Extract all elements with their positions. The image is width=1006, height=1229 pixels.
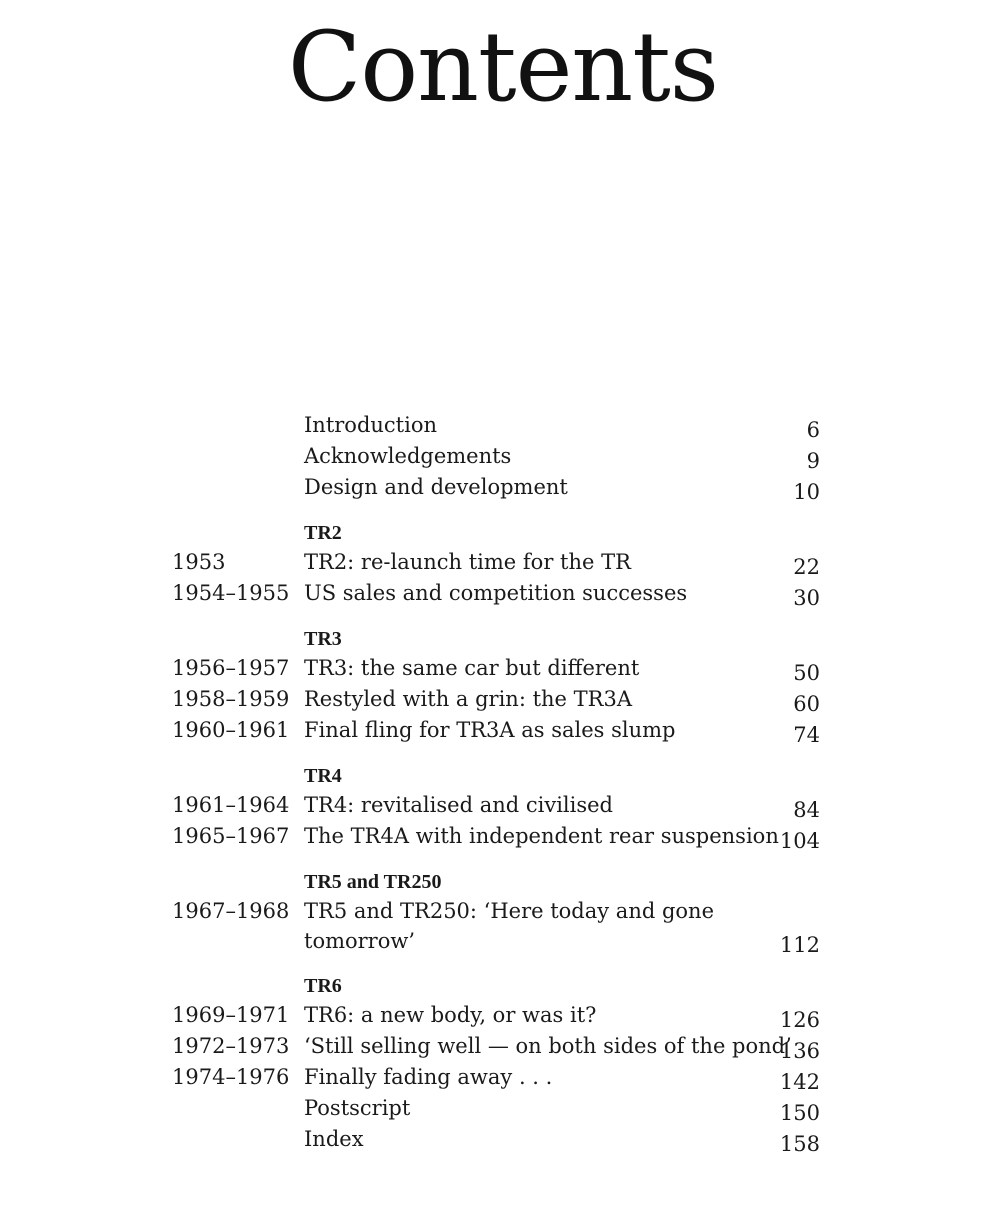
toc-entry-title: Acknowledgements xyxy=(304,444,512,468)
toc-entry-title: TR5 and TR250: ‘Here today and gone tomorrow’ xyxy=(304,899,715,953)
toc-entry-title: TR4: revitalised and civilised xyxy=(304,793,613,817)
toc-entry-page-number: 112 xyxy=(779,933,820,957)
toc-entry-page-number: 84 xyxy=(793,798,820,822)
toc-entry-years: 1961–1964 xyxy=(172,793,290,817)
toc-entry xyxy=(0,410,1006,441)
toc-entry-page-number: 150 xyxy=(779,1101,820,1125)
toc-entry-years: 1956–1957 xyxy=(172,656,290,680)
section-heading-label: TR6 xyxy=(304,975,342,997)
toc-entry-title: US sales and competition successes xyxy=(304,581,688,605)
toc-entry-page-number: 50 xyxy=(793,661,820,685)
toc-entry-page-number: 158 xyxy=(779,1132,820,1156)
section-heading xyxy=(0,756,1006,790)
toc-entry xyxy=(0,896,1006,956)
toc-entry-title: ‘Still selling well — on both sides of the pond’ xyxy=(304,1034,792,1058)
section-heading-label: TR5 and TR250 xyxy=(304,871,442,893)
section-heading xyxy=(0,862,1006,896)
toc-entry-page-number: 22 xyxy=(793,555,820,579)
section-heading xyxy=(0,619,1006,653)
toc-entry xyxy=(0,472,1006,503)
section-heading xyxy=(0,513,1006,547)
toc-entry-page-number: 6 xyxy=(806,418,820,442)
toc-entry xyxy=(0,1031,1006,1062)
table-of-contents xyxy=(0,410,1006,1155)
toc-entry-years: 1954–1955 xyxy=(172,581,290,605)
toc-entry xyxy=(0,1124,1006,1155)
toc-entry-years: 1953 xyxy=(172,550,226,574)
toc-entry-title: Postscript xyxy=(304,1096,411,1120)
toc-entry xyxy=(0,1062,1006,1093)
toc-entry-years: 1958–1959 xyxy=(172,687,290,711)
toc-entry-title: Design and development xyxy=(304,475,568,499)
toc-entry xyxy=(0,790,1006,821)
toc-entry xyxy=(0,547,1006,578)
toc-entry-years: 1965–1967 xyxy=(172,824,290,848)
toc-entry-page-number: 142 xyxy=(779,1070,820,1094)
toc-entry-years: 1969–1971 xyxy=(172,1003,290,1027)
toc-entry-page-number: 74 xyxy=(793,723,820,747)
toc-entry xyxy=(0,653,1006,684)
toc-entry xyxy=(0,578,1006,609)
toc-entry-title: The TR4A with independent rear suspension xyxy=(304,824,779,848)
toc-entry-page-number: 136 xyxy=(779,1039,820,1063)
toc-entry-title: TR2: re-launch time for the TR xyxy=(304,550,631,574)
toc-entry-page-number: 104 xyxy=(779,829,820,853)
section-heading-label: TR4 xyxy=(304,765,342,787)
toc-entry-page-number: 10 xyxy=(793,480,820,504)
toc-entry-title: TR6: a new body, or was it? xyxy=(304,1003,597,1027)
toc-entry xyxy=(0,715,1006,746)
toc-entry-years: 1974–1976 xyxy=(172,1065,290,1089)
toc-entry-title: Final fling for TR3A as sales slump xyxy=(304,718,676,742)
section-heading xyxy=(0,966,1006,1000)
toc-entry-page-number: 126 xyxy=(779,1008,820,1032)
toc-entry-page-number: 30 xyxy=(793,586,820,610)
toc-entry-title: Finally fading away . . . xyxy=(304,1065,553,1089)
toc-entry-years: 1972–1973 xyxy=(172,1034,290,1058)
toc-entry-title: Restyled with a grin: the TR3A xyxy=(304,687,632,711)
section-heading-label: TR2 xyxy=(304,522,342,544)
toc-entry-title: TR3: the same car but different xyxy=(304,656,640,680)
section-heading-label: TR3 xyxy=(304,628,342,650)
page-title: Contents xyxy=(287,11,719,123)
toc-entry xyxy=(0,1093,1006,1124)
toc-entry-years: 1967–1968 xyxy=(172,899,290,923)
toc-entry xyxy=(0,441,1006,472)
toc-entry-title: Introduction xyxy=(304,413,437,437)
toc-entry xyxy=(0,684,1006,715)
toc-entry xyxy=(0,1000,1006,1031)
toc-entry xyxy=(0,821,1006,852)
toc-entry-page-number: 60 xyxy=(793,692,820,716)
toc-entry-title: Index xyxy=(304,1127,364,1151)
toc-entry-years: 1960–1961 xyxy=(172,718,290,742)
toc-entry-page-number: 9 xyxy=(806,449,820,473)
